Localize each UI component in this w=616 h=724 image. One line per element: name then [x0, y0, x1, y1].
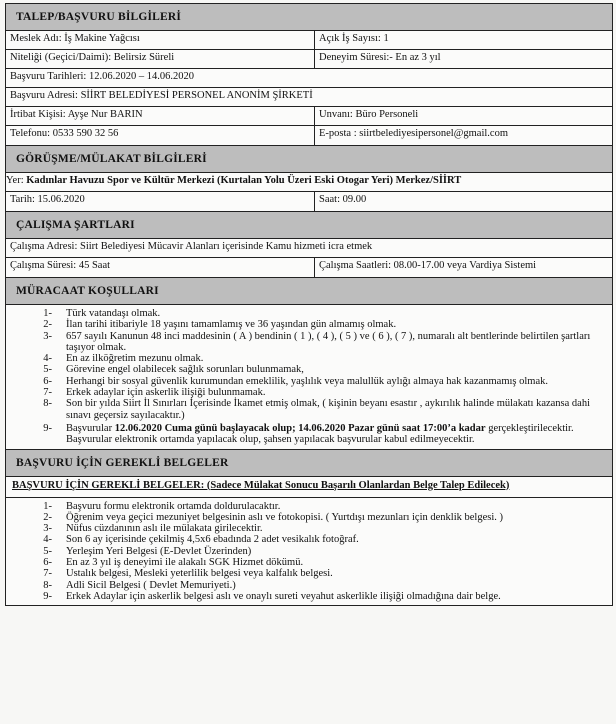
item-number: 3-	[43, 523, 52, 535]
meslek-cell: Meslek Adı: İş Makine Yağcısı	[6, 31, 315, 49]
item-number: 4-	[43, 534, 52, 546]
item-number: 6-	[43, 557, 52, 569]
yer-value: Kadınlar Havuzu Spor ve Kültür Merkezi (Kurtalan Yolu Üzeri Eski Otogar Yeri) Merkez/SİİRT	[26, 175, 462, 186]
item-number: 1-	[43, 500, 52, 512]
yer-cell	[6, 173, 612, 191]
calisma-adresi-row	[6, 239, 612, 258]
list-item	[6, 398, 612, 421]
list-item	[6, 568, 612, 579]
item-number: 8-	[43, 579, 52, 591]
item-number: 6-	[43, 375, 52, 387]
basvuru-adresi: Başvuru Adresi: SİİRT BELEDİYESİ PERSONEL ANONİM ŞİRKETİ	[10, 90, 313, 101]
item-number: 8-	[43, 398, 52, 410]
calisma-adresi: Çalışma Adresi: Siirt Belediyesi Mücavir Alanları içerisinde Kamu hizmeti icra etmek	[10, 241, 373, 252]
list-item	[6, 546, 612, 557]
item-text: Öğrenim veya geçici mezuniyet belgesinin aslı ve fotokopisi. ( Yurtdışı mezunları için denklik belgesi. )	[66, 511, 503, 523]
irtibat-cell: İrtibat Kişisi: Ayşe Nur BARIN	[6, 107, 315, 125]
belgeler-header: BAŞVURU İÇİN GEREKLİ BELGELER	[6, 450, 612, 477]
item9-rest: gerçekleştirilecektir. Başvurular elektronik ortamda yapılacak olup, şahsen yapılacak başvurular kabul edilmeyecektir.	[66, 422, 574, 446]
calisma-sure-row	[6, 258, 612, 278]
calisma-saatleri: Çalışma Saatleri: 08.00-17.00 veya Vardiya Sistemi	[319, 260, 537, 271]
list-item	[6, 423, 612, 446]
document-sheet	[5, 3, 613, 606]
item-number: 9-	[43, 422, 52, 434]
calisma-header: ÇALIŞMA ŞARTLARI	[6, 212, 612, 239]
item-text: Erkek adaylar için askerlik ilişiği bulunmamak.	[66, 387, 266, 399]
list-item	[6, 387, 612, 398]
belgeler-list	[6, 498, 612, 606]
deneyim-cell: Deneyim Süresi:- En az 3 yıl	[319, 52, 441, 63]
item-number: 1-	[43, 308, 52, 319]
item-text: En az 3 yıl iş deneyimi ile alakalı SGK Hizmet dökümü.	[66, 557, 304, 569]
list-item	[6, 376, 612, 387]
adres-row	[6, 88, 612, 107]
list-item	[6, 557, 612, 568]
gorusme-header: GÖRÜŞME/MÜLAKAT BİLGİLERİ	[6, 146, 612, 173]
list-item	[6, 534, 612, 545]
item-text: Görevine engel olabilecek sağlık sorunları bulunmamak,	[66, 364, 304, 376]
item-number: 5-	[43, 364, 52, 376]
mulakat-tarih: Tarih: 15.06.2020	[6, 192, 315, 211]
item-text: Herhangi bir sosyal güvenlik kurumundan emeklilik, yaşlılık veya malullük aylığı almaya hak kazanmamış olmak.	[66, 375, 549, 387]
list-item	[6, 308, 612, 319]
item-number: 2-	[43, 511, 52, 523]
list-item	[6, 331, 612, 354]
list-item	[6, 501, 612, 512]
item-text: Ustalık belgesi, Mesleki yeterlilik belgesi veya kalfalık belgesi.	[66, 568, 333, 580]
item-text: Başvuru formu elektronik ortamda doldurulacaktır.	[66, 500, 281, 512]
list-item	[6, 580, 612, 591]
list-item	[6, 364, 612, 375]
yer-row	[6, 173, 612, 192]
item-text: 657 sayılı Kanunun 48 inci maddesinin ( A ) bendinin ( 1 ), ( 4 ), ( 5 ) ve ( 6 ), ( 7 ), numaralı alt bentlerinde belirtilen şartları taşıyor olmak.	[66, 330, 591, 353]
item-text: Adli Sicil Belgesi ( Devlet Memuriyeti.)	[66, 579, 236, 591]
basvuru-tarihleri: Başvuru Tarihleri: 12.06.2020 – 14.06.2020	[10, 71, 194, 82]
list-item	[6, 512, 612, 523]
telefon-cell: Telefonu: 0533 590 32 56	[6, 126, 315, 145]
meslek-row	[6, 31, 612, 50]
list-item	[6, 523, 612, 534]
unvan-cell: Unvanı: Büro Personeli	[319, 109, 419, 120]
nitelik-cell: Niteliği (Geçici/Daimi): Belirsiz Süreli	[6, 50, 315, 68]
telefon-row	[6, 126, 612, 146]
item-text: İlan tarihi itibariyle 18 yaşını tamamlamış ve 36 yaşından gün almamış olmak.	[66, 319, 397, 331]
item-text: Son bir yılda Siirt İl Sınırları İçerisinde İkamet etmiş olmak, ( kişinin beyanı esastır , aykırılık halinde mülakatı kazansa dahi sınavı geçersiz sayılacaktır.)	[66, 398, 591, 421]
item-number: 9-	[43, 590, 52, 602]
tarih-saat-row	[6, 192, 612, 212]
item-number: 7-	[43, 568, 52, 580]
muracaat-header: MÜRACAAT KOŞULLARI	[6, 278, 612, 305]
item-text: Yerleşim Yeri Belgesi (E-Devlet Üzerinden)	[66, 545, 252, 557]
talep-header: TALEP/BAŞVURU BİLGİLERİ	[6, 4, 612, 31]
item-text: Türk vatandaşı olmak.	[66, 308, 161, 319]
item-number: 3-	[43, 330, 52, 342]
list-item	[6, 353, 612, 364]
item-text: Son 6 ay içerisinde çekilmiş 4,5x6 ebadında 2 adet vesikalık fotoğraf.	[66, 534, 359, 546]
item-text	[66, 423, 612, 446]
item-text: Erkek Adaylar için askerlik belgesi aslı ve onaylı sureti veyahut askerlikle ilişiği olmadığına dair belge.	[66, 590, 501, 602]
nitelik-row	[6, 50, 612, 69]
item-number: 4-	[43, 353, 52, 365]
muracaat-list	[6, 305, 612, 450]
mulakat-saat: Saat: 09.00	[319, 194, 367, 205]
item-text: En az ilköğretim mezunu olmak.	[66, 353, 204, 365]
item-number: 2-	[43, 319, 52, 331]
irtibat-row	[6, 107, 612, 126]
list-item	[6, 591, 612, 602]
belgeler-subheader: BAŞVURU İÇİN GEREKLİ BELGELER: (Sadece Mülakat Sonucu Başarılı Olanlardan Belge Talep Edilecek)	[6, 477, 612, 498]
item-text: Nüfus cüzdanının aslı ile mülakata girilecektir.	[66, 523, 263, 535]
eposta-cell: E-posta : siirtbelediyesipersonel@gmail.com	[319, 128, 508, 139]
acik-is-cell: Açık İş Sayısı: 1	[319, 33, 389, 44]
item-number: 5-	[43, 545, 52, 557]
list-item	[6, 319, 612, 330]
item-number: 7-	[43, 387, 52, 399]
item9-dates: 12.06.2020 Cuma günü başlayacak olup; 14.06.2020 Pazar günü saat 17:00’a kadar	[114, 422, 486, 434]
tarihler-row	[6, 69, 612, 88]
yer-label: Yer:	[6, 175, 27, 186]
item9-lead: Başvurular	[66, 422, 115, 434]
calisma-suresi: Çalışma Süresi: 45 Saat	[6, 258, 315, 277]
